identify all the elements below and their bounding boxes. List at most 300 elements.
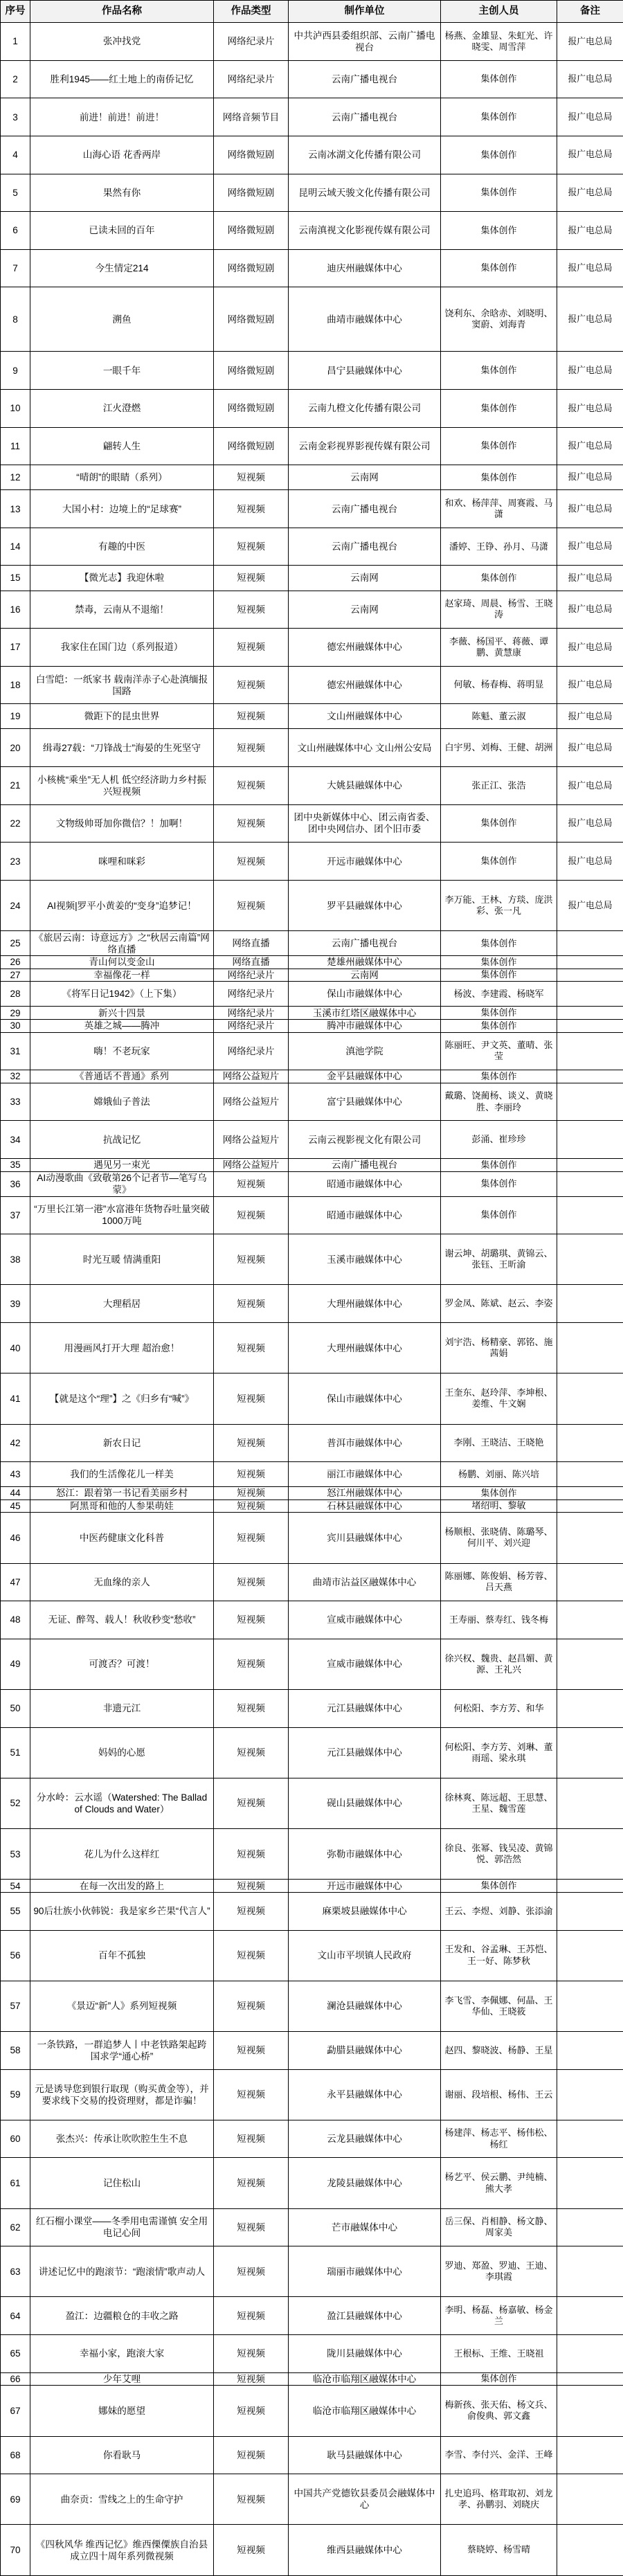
work-title-cell: 记住松山 <box>30 2158 214 2208</box>
work-title-cell: 缉毒27载：“刀锋战士”海晏的生死坚守 <box>30 729 214 767</box>
creators-cell: 饶利东、余晗赤、刘晓明、窦蔚、刘海青 <box>441 287 557 352</box>
production-unit-cell: 澜沧县融媒体中心 <box>289 1981 441 2031</box>
creators-cell: 戴璐、饶蔺杨、谈义、黄晓胜、李丽玲 <box>441 1083 557 1121</box>
table-row <box>1 566 623 591</box>
work-type-cell: 网络公益短片 <box>214 1083 289 1121</box>
table-row <box>1 729 623 767</box>
row-number-cell: 41 <box>1 1373 30 1424</box>
work-title-cell: 《景迈“新”人》系列短视频 <box>30 1981 214 2031</box>
work-title-cell: 我家住在国门边（系列报道） <box>30 629 214 667</box>
work-title-cell: 元是诱导您到银行取现（购买黄金等），并要求线下交易的投资理财，都是诈骗！ <box>30 2069 214 2120</box>
creators-cell: 杨鹏、刘丽、陈兴培 <box>441 1462 557 1487</box>
work-title-cell: 曲奈贡：雪线之上的生命守护 <box>30 2474 214 2525</box>
work-title-cell: 翩转人生 <box>30 427 214 465</box>
work-type-cell: 短视频 <box>214 1424 289 1462</box>
table-row <box>1 465 623 490</box>
work-title-cell: 胜利1945——红土地上的南侨记忆 <box>30 60 214 98</box>
table-row <box>1 427 623 465</box>
work-title-cell: 幸福小家，跑滚大家 <box>30 2335 214 2373</box>
work-type-cell: 网络微短剧 <box>214 212 289 250</box>
row-number-cell: 40 <box>1 1323 30 1373</box>
remark-cell: 报广电总局 <box>557 249 623 287</box>
table-row <box>1 767 623 805</box>
production-unit-cell: 文山州融媒体中心 <box>289 704 441 729</box>
creators-cell: 刘宇浩、杨精豪、郭铭、施茜娟 <box>441 1323 557 1373</box>
remark-cell: 报广电总局 <box>557 23 623 61</box>
production-unit-cell: 云南金彩视界影视传媒有限公司 <box>289 427 441 465</box>
remark-cell: 报广电总局 <box>557 666 623 704</box>
work-title-cell: 新兴十四景 <box>30 1007 214 1020</box>
work-type-cell: 短视频 <box>214 2069 289 2120</box>
work-type-cell: 短视频 <box>214 1171 289 1196</box>
production-unit-cell: 昭通市融媒体中心 <box>289 1196 441 1234</box>
production-unit-cell: 金平县融媒体中心 <box>289 1070 441 1083</box>
row-number-cell: 23 <box>1 843 30 881</box>
creators-cell: 王发和、谷孟琳、王苏恺、王一好、陈梦秋 <box>441 1930 557 1981</box>
remark-cell <box>557 1981 623 2031</box>
work-title-cell: 90后壮族小伙韩锐：我是家乡芒果“代言人” <box>30 1892 214 1930</box>
remark-cell <box>557 1563 623 1601</box>
row-number-cell: 15 <box>1 566 30 591</box>
work-type-cell: 网络公益短片 <box>214 1158 289 1171</box>
remark-cell: 报广电总局 <box>557 174 623 212</box>
production-unit-cell: 中国共产党德钦县委员会融媒体中心 <box>289 2474 441 2525</box>
work-type-cell: 网络直播 <box>214 956 289 969</box>
table-row <box>1 1462 623 1487</box>
production-unit-cell: 大理州融媒体中心 <box>289 1323 441 1373</box>
row-number-cell: 17 <box>1 629 30 667</box>
row-number-cell: 66 <box>1 2372 30 2386</box>
work-title-cell: 【微光志】我迎休啦 <box>30 566 214 591</box>
work-title-cell: 时光互暖 情满重阳 <box>30 1234 214 1285</box>
col-header-no: 序号 <box>1 1 30 23</box>
creators-cell: 集体创作 <box>441 136 557 174</box>
creators-cell: 李雪、李付兴、金洋、王峰 <box>441 2436 557 2474</box>
row-number-cell: 51 <box>1 1727 30 1778</box>
work-title-cell: 中医药健康文化科普 <box>30 1513 214 1563</box>
production-unit-cell: 勐腊县融媒体中心 <box>289 2031 441 2069</box>
work-title-cell: 英雄之城——腾冲 <box>30 1019 214 1032</box>
creators-cell: 潘婷、王铮、孙月、马潇 <box>441 528 557 566</box>
work-type-cell: 短视频 <box>214 804 289 843</box>
remark-cell <box>557 1829 623 1880</box>
table-row <box>1 1032 623 1070</box>
creators-cell: 集体创作 <box>441 1196 557 1234</box>
table-row <box>1 2335 623 2373</box>
production-unit-cell: 云南网 <box>289 969 441 982</box>
row-number-cell: 1 <box>1 23 30 61</box>
work-type-cell: 短视频 <box>214 2525 289 2575</box>
creators-cell: 集体创作 <box>441 1880 557 1893</box>
table-row <box>1 2208 623 2246</box>
work-title-cell: 一条铁路，一群追梦人丨中老铁路架起跨国求学“通心桥” <box>30 2031 214 2069</box>
remark-cell: 报广电总局 <box>557 352 623 390</box>
work-title-cell: 禁毒，云南从不退缩！ <box>30 591 214 629</box>
creators-cell: 集体创作 <box>441 566 557 591</box>
row-number-cell: 56 <box>1 1930 30 1981</box>
work-type-cell: 短视频 <box>214 1373 289 1424</box>
table-row <box>1 1829 623 1880</box>
production-unit-cell: 元江县融媒体中心 <box>289 1727 441 1778</box>
table-row <box>1 490 623 528</box>
production-unit-cell: 德宏州融媒体中心 <box>289 666 441 704</box>
production-unit-cell: 文山市平坝镇人民政府 <box>289 1930 441 1981</box>
remark-cell: 报广电总局 <box>557 729 623 767</box>
work-type-cell: 短视频 <box>214 2436 289 2474</box>
remark-cell <box>557 1196 623 1234</box>
remark-cell <box>557 969 623 982</box>
remark-cell: 报广电总局 <box>557 591 623 629</box>
creators-cell: 岳三保、肖相静、杨文静、周家美 <box>441 2208 557 2246</box>
production-unit-cell: 昭通市融媒体中心 <box>289 1171 441 1196</box>
remark-cell: 报广电总局 <box>557 389 623 427</box>
work-type-cell: 短视频 <box>214 2372 289 2386</box>
production-unit-cell: 云南网 <box>289 566 441 591</box>
work-type-cell: 短视频 <box>214 591 289 629</box>
table-row <box>1 1234 623 1285</box>
remark-cell <box>557 956 623 969</box>
table-row <box>1 1892 623 1930</box>
table-row <box>1 969 623 982</box>
work-type-cell: 网络纪录片 <box>214 60 289 98</box>
work-type-cell: 短视频 <box>214 2386 289 2436</box>
creators-cell: 集体创作 <box>441 1158 557 1171</box>
remark-cell <box>557 1007 623 1020</box>
production-unit-cell: 瑞丽市融媒体中心 <box>289 2246 441 2297</box>
work-type-cell: 短视频 <box>214 1639 289 1689</box>
table-row <box>1 136 623 174</box>
production-unit-cell: 丽江市融媒体中心 <box>289 1462 441 1487</box>
work-type-cell: 短视频 <box>214 1892 289 1930</box>
remark-cell <box>557 1121 623 1159</box>
production-unit-cell: 中共泸西县委组织部、云南广播电视台 <box>289 23 441 61</box>
work-type-cell: 短视频 <box>214 843 289 881</box>
work-title-cell: 我们的生活像花儿一样美 <box>30 1462 214 1487</box>
remark-cell: 报广电总局 <box>557 804 623 843</box>
remark-cell <box>557 1513 623 1563</box>
remark-cell: 报广电总局 <box>557 465 623 490</box>
table-row <box>1 1778 623 1828</box>
table-row <box>1 212 623 250</box>
production-unit-cell: 保山市融媒体中心 <box>289 982 441 1007</box>
work-type-cell: 短视频 <box>214 1285 289 1323</box>
table-row <box>1 1639 623 1689</box>
table-row <box>1 287 623 352</box>
work-title-cell: AI视频|罗平小黄姜的“变身”追梦记！ <box>30 880 214 930</box>
remark-cell <box>557 1083 623 1121</box>
work-title-cell: 今生情定214 <box>30 249 214 287</box>
creators-cell: 和欢、杨萍萍、周赛霞、马潇 <box>441 490 557 528</box>
work-title-cell: 张冲找党 <box>30 23 214 61</box>
work-type-cell: 短视频 <box>214 2246 289 2297</box>
remark-cell <box>557 1323 623 1373</box>
remark-cell: 报广电总局 <box>557 704 623 729</box>
work-title-cell: 【就是这个“理”】之《归乡有“喊”》 <box>30 1373 214 1424</box>
work-type-cell: 网络微短剧 <box>214 352 289 390</box>
table-row <box>1 1121 623 1159</box>
creators-cell: 蔡晓婷、杨雪晴 <box>441 2525 557 2575</box>
row-number-cell: 14 <box>1 528 30 566</box>
work-title-cell: 文物级帅哥加你微信？！加啊！ <box>30 804 214 843</box>
row-number-cell: 43 <box>1 1462 30 1487</box>
row-number-cell: 57 <box>1 1981 30 2031</box>
creators-cell: 何松阳、李方芳、和华 <box>441 1690 557 1728</box>
creators-cell: 扎史追玛、格茸取初、刘龙孝、孙鹏羽、刘晓庆 <box>441 2474 557 2525</box>
creators-cell: 集体创作 <box>441 1171 557 1196</box>
table-row <box>1 2474 623 2525</box>
row-number-cell: 37 <box>1 1196 30 1234</box>
remark-cell <box>557 2372 623 2386</box>
remark-cell <box>557 1019 623 1032</box>
col-header-authors: 主创人员 <box>441 1 557 23</box>
production-unit-cell: 怒江州融媒体中心 <box>289 1487 441 1500</box>
production-unit-cell: 德宏州融媒体中心 <box>289 629 441 667</box>
work-type-cell: 短视频 <box>214 490 289 528</box>
production-unit-cell: 玉溪市融媒体中心 <box>289 1234 441 1285</box>
creators-cell: 李万能、王林、方琰、庞洪彩、张一凡 <box>441 880 557 930</box>
row-number-cell: 60 <box>1 2120 30 2158</box>
work-title-cell: 少年艾哩 <box>30 2372 214 2386</box>
row-number-cell: 49 <box>1 1639 30 1689</box>
creators-cell: 梅新孩、张天佑、杨文兵、俞俊典、郭文鑫 <box>441 2386 557 2436</box>
remark-cell <box>557 2474 623 2525</box>
row-number-cell: 59 <box>1 2069 30 2120</box>
row-number-cell: 63 <box>1 2246 30 2297</box>
remark-cell: 报广电总局 <box>557 287 623 352</box>
work-type-cell: 短视频 <box>214 880 289 930</box>
row-number-cell: 33 <box>1 1083 30 1121</box>
table-row <box>1 1601 623 1639</box>
work-title-cell: 娜妹的愿望 <box>30 2386 214 2436</box>
work-type-cell: 短视频 <box>214 1323 289 1373</box>
remark-cell <box>557 2208 623 2246</box>
work-title-cell: 溯鱼 <box>30 287 214 352</box>
work-type-cell: 短视频 <box>214 1981 289 2031</box>
row-number-cell: 53 <box>1 1829 30 1880</box>
work-type-cell: 短视频 <box>214 2031 289 2069</box>
work-title-cell: 阿黑哥和他的人参果萌娃 <box>30 1499 214 1513</box>
table-row <box>1 60 623 98</box>
table-row <box>1 2297 623 2335</box>
remark-cell <box>557 2069 623 2120</box>
remark-cell: 报广电总局 <box>557 880 623 930</box>
remark-cell <box>557 1424 623 1462</box>
row-number-cell: 42 <box>1 1424 30 1462</box>
work-type-cell: 短视频 <box>214 629 289 667</box>
production-unit-cell: 楚雄州融媒体中心 <box>289 956 441 969</box>
creators-cell: 李薇、杨国平、蒋薇、谭鹏、黄慧康 <box>441 629 557 667</box>
production-unit-cell: 临沧市临翔区融媒体中心 <box>289 2372 441 2386</box>
remark-cell <box>557 2335 623 2373</box>
creators-cell: 杨艺平、侯云鹏、尹纯楠、熊大孝 <box>441 2158 557 2208</box>
remark-cell <box>557 931 623 956</box>
table-row <box>1 1690 623 1728</box>
creators-cell: 杨顺根、张晓倩、陈璐琴、何川平、刘兴迎 <box>441 1513 557 1563</box>
work-title-cell: 微距下的昆虫世界 <box>30 704 214 729</box>
remark-cell <box>557 1487 623 1500</box>
production-unit-cell: 元江县融媒体中心 <box>289 1690 441 1728</box>
row-number-cell: 35 <box>1 1158 30 1171</box>
table-row <box>1 1424 623 1462</box>
work-type-cell: 网络公益短片 <box>214 1121 289 1159</box>
row-number-cell: 4 <box>1 136 30 174</box>
row-number-cell: 34 <box>1 1121 30 1159</box>
creators-cell: 集体创作 <box>441 212 557 250</box>
creators-cell: 罗迪、郑盈、罗迪、王迪、李琪霞 <box>441 2246 557 2297</box>
row-number-cell: 22 <box>1 804 30 843</box>
remark-cell: 报广电总局 <box>557 843 623 881</box>
creators-cell: 王奎东、赵玲萍、李坤根、姜维、牛文娴 <box>441 1373 557 1424</box>
work-type-cell: 短视频 <box>214 1234 289 1285</box>
work-type-cell: 短视频 <box>214 1487 289 1500</box>
col-header-type: 作品类型 <box>214 1 289 23</box>
row-number-cell: 27 <box>1 969 30 982</box>
work-title-cell: 你看耿马 <box>30 2436 214 2474</box>
work-type-cell: 网络纪录片 <box>214 1019 289 1032</box>
work-title-cell: 分水岭：云水谣（Watershed: The Ballad of Clouds and Water） <box>30 1778 214 1828</box>
table-row <box>1 1880 623 1893</box>
creators-cell: 王云、李煜、刘静、张添渝 <box>441 1892 557 1930</box>
row-number-cell: 46 <box>1 1513 30 1563</box>
work-title-cell: 可渡否？可渡！ <box>30 1639 214 1689</box>
row-number-cell: 31 <box>1 1032 30 1070</box>
table-row <box>1 174 623 212</box>
row-number-cell: 3 <box>1 98 30 136</box>
work-type-cell: 短视频 <box>214 528 289 566</box>
remark-cell: 报广电总局 <box>557 629 623 667</box>
row-number-cell: 68 <box>1 2436 30 2474</box>
work-type-cell: 短视频 <box>214 2297 289 2335</box>
remark-cell <box>557 2297 623 2335</box>
production-unit-cell: 临沧市临翔区融媒体中心 <box>289 2386 441 2436</box>
table-row <box>1 931 623 956</box>
row-number-cell: 32 <box>1 1070 30 1083</box>
remark-cell <box>557 1285 623 1323</box>
production-unit-cell: 宾川县融媒体中心 <box>289 1513 441 1563</box>
work-type-cell: 短视频 <box>214 1601 289 1639</box>
work-type-cell: 短视频 <box>214 2158 289 2208</box>
table-row <box>1 880 623 930</box>
row-number-cell: 64 <box>1 2297 30 2335</box>
work-title-cell: 遇见另一束光 <box>30 1158 214 1171</box>
remark-cell <box>557 2246 623 2297</box>
row-number-cell: 20 <box>1 729 30 767</box>
work-title-cell: 非遗元江 <box>30 1690 214 1728</box>
remark-cell <box>557 1234 623 1285</box>
row-number-cell: 8 <box>1 287 30 352</box>
creators-cell: 陈魁、董云淑 <box>441 704 557 729</box>
table-row <box>1 2031 623 2069</box>
row-number-cell: 29 <box>1 1007 30 1020</box>
production-unit-cell: 普洱市融媒体中心 <box>289 1424 441 1462</box>
work-type-cell: 短视频 <box>214 767 289 805</box>
creators-cell: 王根标、王维、王晓祖 <box>441 2335 557 2373</box>
work-type-cell: 短视频 <box>214 1196 289 1234</box>
creators-cell: 集体创作 <box>441 249 557 287</box>
table-row <box>1 98 623 136</box>
creators-cell: 谢丽、段培根、杨伟、王云 <box>441 2069 557 2120</box>
creators-cell: 集体创作 <box>441 2372 557 2386</box>
work-title-cell: 在每一次出发的路上 <box>30 1880 214 1893</box>
row-number-cell: 70 <box>1 2525 30 2575</box>
table-body <box>1 23 623 2576</box>
creators-cell: 徐林爽、陈远超、王思慧、王星、魏雪莲 <box>441 1778 557 1828</box>
table-row <box>1 1070 623 1083</box>
remark-cell <box>557 2525 623 2575</box>
row-number-cell: 9 <box>1 352 30 390</box>
work-type-cell: 短视频 <box>214 465 289 490</box>
row-number-cell: 10 <box>1 389 30 427</box>
creators-cell: 徐兴权、魏贵、赵昌媚、黄源、王礼兴 <box>441 1639 557 1689</box>
work-title-cell: 一眼千年 <box>30 352 214 390</box>
production-unit-cell: 云南网 <box>289 591 441 629</box>
row-number-cell: 2 <box>1 60 30 98</box>
table-row <box>1 1285 623 1323</box>
table-row <box>1 2372 623 2386</box>
work-title-cell: 百年不孤独 <box>30 1930 214 1981</box>
row-number-cell: 5 <box>1 174 30 212</box>
creators-cell: 谢云坤、胡璐琪、黄锦云、张钰、王昕渝 <box>441 1234 557 1285</box>
work-title-cell: 抗战记忆 <box>30 1121 214 1159</box>
creators-cell: 杨燕、金雄显、朱虹光、许晓雯、周雪萍 <box>441 23 557 61</box>
work-type-cell: 短视频 <box>214 2208 289 2246</box>
row-number-cell: 7 <box>1 249 30 287</box>
work-type-cell: 短视频 <box>214 1462 289 1487</box>
table-row <box>1 528 623 566</box>
col-header-unit: 制作单位 <box>289 1 441 23</box>
work-type-cell: 网络纪录片 <box>214 1007 289 1020</box>
remark-cell: 报广电总局 <box>557 60 623 98</box>
production-unit-cell: 云南广播电视台 <box>289 1158 441 1171</box>
work-type-cell: 网络纪录片 <box>214 1032 289 1070</box>
production-unit-cell: 云南网 <box>289 465 441 490</box>
creators-cell: 何敏、杨春梅、蒋明显 <box>441 666 557 704</box>
work-title-cell: 已读未回的百年 <box>30 212 214 250</box>
work-title-cell: 妈妈的心愿 <box>30 1727 214 1778</box>
creators-cell: 集体创作 <box>441 174 557 212</box>
col-header-title: 作品名称 <box>30 1 214 23</box>
work-title-cell: 有趣的中医 <box>30 528 214 566</box>
work-title-cell: 青山何以变金山 <box>30 956 214 969</box>
creators-cell: 集体创作 <box>441 843 557 881</box>
work-type-cell: 网络微短剧 <box>214 174 289 212</box>
work-type-cell: 短视频 <box>214 1778 289 1828</box>
work-title-cell: 小核桃“乘坐”无人机 低空经济助力乡村振兴短视频 <box>30 767 214 805</box>
table-row <box>1 389 623 427</box>
row-number-cell: 54 <box>1 1880 30 1893</box>
table-row <box>1 1487 623 1500</box>
work-type-cell: 网络微短剧 <box>214 389 289 427</box>
table-row <box>1 629 623 667</box>
row-number-cell: 26 <box>1 956 30 969</box>
production-unit-cell: 盈江县融媒体中心 <box>289 2297 441 2335</box>
remark-cell <box>557 1778 623 1828</box>
production-unit-cell: 石林县融媒体中心 <box>289 1499 441 1513</box>
table-row <box>1 2386 623 2436</box>
remark-cell: 报广电总局 <box>557 427 623 465</box>
creators-cell: 集体创作 <box>441 1070 557 1083</box>
work-title-cell: 张杰兴：传承让吹吹腔生生不息 <box>30 2120 214 2158</box>
table-row <box>1 1171 623 1196</box>
remark-cell <box>557 2158 623 2208</box>
remark-cell <box>557 1892 623 1930</box>
row-number-cell: 58 <box>1 2031 30 2069</box>
remark-cell <box>557 1639 623 1689</box>
creators-cell: 集体创作 <box>441 352 557 390</box>
work-type-cell: 短视频 <box>214 1499 289 1513</box>
production-unit-cell: 永平县融媒体中心 <box>289 2069 441 2120</box>
work-type-cell: 网络音频节目 <box>214 98 289 136</box>
